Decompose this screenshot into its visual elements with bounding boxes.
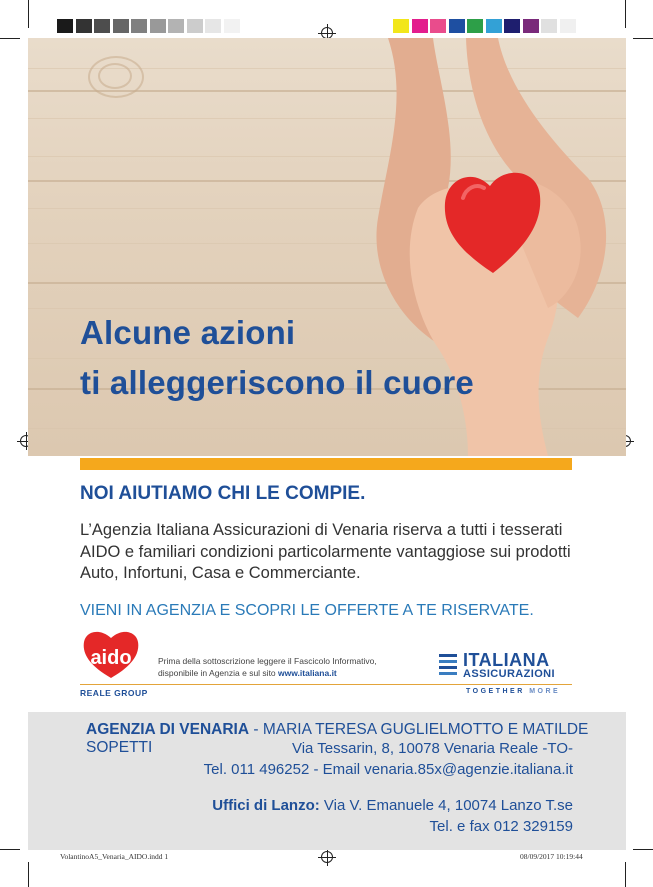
calibration-swatch [486,19,502,33]
calibration-swatch [57,19,73,33]
crop-mark [633,38,653,39]
calibration-swatch [393,19,409,33]
tagline-part: TOGETHER [466,688,525,695]
agency-contacts: Tel. 011 496252 - Email venaria.85x@agenzie.italiana.it [203,761,573,778]
accent-divider [80,458,572,470]
calibration-swatch [76,19,92,33]
calibration-swatch [467,19,483,33]
paragraph-line: Auto, Infortuni, Casa e Commerciante. [80,564,361,582]
calibration-swatch [504,19,520,33]
lanzo-address: Via V. Emanuele 4, 10074 Lanzo T.se [319,797,573,814]
italiana-logo-name: ITALIANA [463,650,550,670]
disclaimer [158,655,377,679]
calibration-swatch [205,19,221,33]
calibration-swatch [560,19,576,33]
headline-line-1: Alcune azioni [80,314,296,351]
crop-mark [0,38,20,39]
lanzo-label: Uffici di Lanzo: [212,797,320,814]
aido-caption: REALE GROUP [80,688,148,698]
crop-mark [625,862,626,887]
calibration-swatch [168,19,184,33]
calibration-swatch [541,19,557,33]
registration-mark-bottom [321,851,333,863]
calibration-swatch [94,19,110,33]
calibration-swatch [224,19,240,33]
crop-mark [0,849,20,850]
hero-photo [28,38,626,456]
footer-filename: VolantinoA5_Venaria_AIDO.indd 1 [60,852,169,861]
crop-mark [28,862,29,887]
lanzo-phone: Tel. e fax 012 329159 [429,818,573,835]
agency-address: Via Tessarin, 8, 10078 Venaria Reale -TO- [291,740,573,757]
calibration-swatch [187,19,203,33]
italiana-logo-subtitle: ASSICURAZIONI [463,668,555,680]
aido-logo [80,626,142,682]
calibration-swatch [131,19,147,33]
agency-owners: - MARIA TERESA GUGLIELMOTTO E MATILDE SOPETTI [86,721,589,756]
italiana-emblem-icon [436,650,460,678]
agency-name: AGENZIA DI VENARIA [86,721,250,738]
crop-mark [625,0,626,28]
calibration-swatch [449,19,465,33]
calibration-swatch [412,19,428,33]
disclaimer-line: Prima della sottoscrizione leggere il Fascicolo Informativo, [158,656,377,666]
calibration-swatch [523,19,539,33]
aido-logo-text: aido [90,647,132,669]
crop-mark [28,0,29,28]
crop-mark [633,849,653,850]
calibration-swatch [113,19,129,33]
subheading: NOI AIUTIAMO CHI LE COMPIE. [80,483,366,504]
together-more-tagline [466,688,560,695]
paragraph-line: AIDO e familiari condizioni particolarmente vantaggiose sui prodotti [80,542,571,561]
headline-line-2: ti alleggeriscono il cuore [80,364,474,401]
tagline-part: MORE [529,688,561,695]
calibration-swatch [150,19,166,33]
paragraph-line: L’Agenzia Italiana Assicurazioni di Venaria riserva a tutti i tesserati [80,521,563,539]
lanzo-office [212,797,573,814]
call-to-action: VIENI IN AGENZIA E SCOPRI LE OFFERTE A TE RISERVATE. [80,602,534,619]
website-link[interactable]: www.italiana.it [278,668,337,678]
disclaimer-line: disponibile in Agenzia e sul sito [158,668,279,678]
footer-timestamp: 08/09/2017 10:19:44 [520,852,583,861]
calibration-swatch [430,19,446,33]
intro-paragraph [80,520,580,585]
logo-divider [80,684,572,685]
